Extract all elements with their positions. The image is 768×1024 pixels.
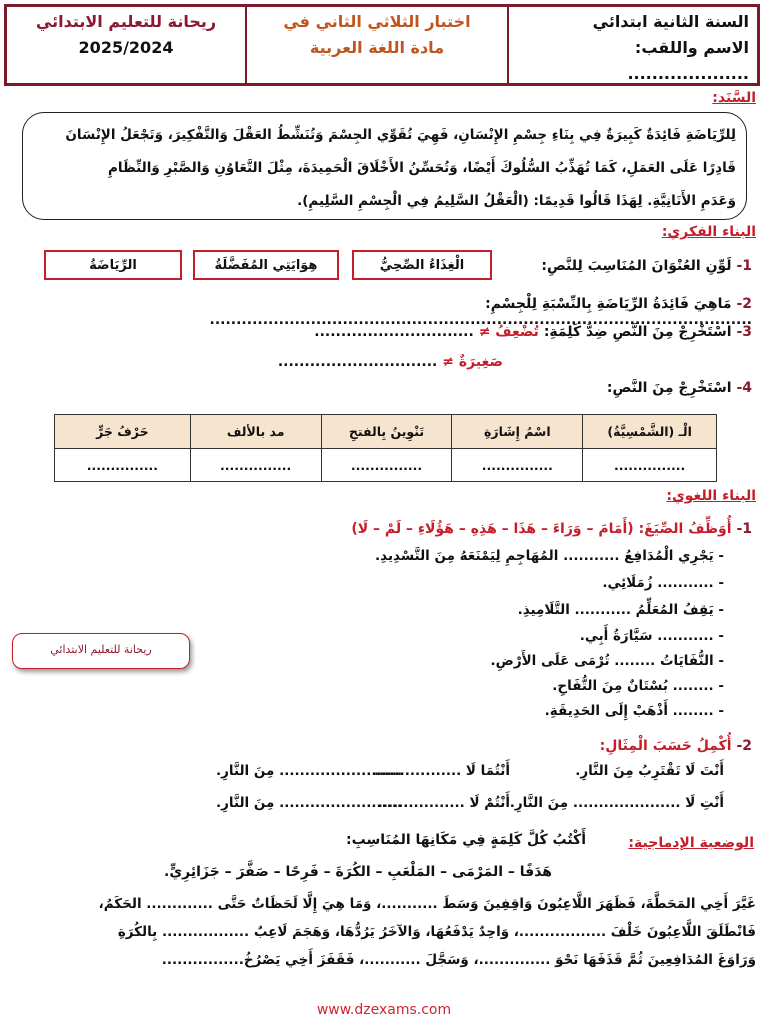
example-row-2-mid[interactable]: أَنْتُمْ لَا ................. [377, 795, 510, 811]
lughawi-q1-item-2: - ........... زُمَلَائِي. [602, 575, 724, 591]
integration-line-2[interactable]: فَانْطَلَقَ اللَّاعِبُونَ خَلْفَ .................، وَاحِدٌ يَدْفَعُهَا، وَالآخَرُ يَرُدُّهَا، وَهَجَمَ لَاعِبٌ ................. بِالكُرَةِ [117, 924, 756, 940]
lughawi-q1 [351, 521, 752, 537]
lughawi-q1-text: أُوَظِّفُ الصِّيَغَ: [638, 521, 732, 537]
bina-lughawi-title: البناء اللغوي: [666, 488, 756, 504]
fikri-q3-word-1: تُضْعِفُ ≠ [478, 324, 539, 340]
exam-title-line-2: مادة اللغة العربية [309, 38, 445, 57]
fikri-q3-answer-1[interactable]: .............................. [314, 324, 474, 340]
title-option-healthy-food[interactable]: الْغِذَاءُ الصِّحِيُّ [352, 250, 492, 280]
item-text[interactable]: ........ أَذْهَبْ إِلَى الحَدِيقَةِ. [544, 703, 714, 719]
fikri-q2-answer[interactable]: ...................................................................................................... [209, 312, 752, 328]
fikri-q4 [607, 380, 752, 396]
fikri-q3-answer-2[interactable]: .............................. [277, 354, 438, 370]
exam-title-line-1: اختبار الثلاثي الثاني في [283, 12, 471, 31]
extract-table-header-row [55, 415, 717, 449]
item-text[interactable]: يَجْرِي الْمُدَافِعُ ........... المُهَاجِمِ لِيَمْنَعَهُ مِنَ التَّسْدِيدِ. [375, 548, 714, 564]
header-demonstrative: اسْمُ إِشَارَةِ [452, 415, 583, 449]
item-text[interactable]: النُّفَايَاتُ ........ تُرْمَى عَلَى الأَرْضِ. [490, 653, 714, 669]
fikri-q3-second [278, 354, 503, 370]
lughawi-q1-item-6: - ........ بُسْتَانٌ مِنَ التُّفَاحِ. [552, 678, 724, 694]
integration-instruction: أَكْتُبُ كُلَّ كَلِمَةٍ فِي مَكَانِهَا المُنَاسِبِ: [346, 832, 586, 848]
lughawi-q2-num: 2- [736, 738, 752, 754]
extract-table-answer-row [55, 449, 717, 482]
fikri-q3-word-2: صَغِيرَةٌ ≠ [442, 354, 503, 370]
lughawi-q1-item-3: - يَقِفُ المُعَلِّمُ ........... التَّلَامِيذِ. [517, 602, 724, 618]
integration-title: الوضعية الإدماجية: [628, 835, 754, 851]
lughawi-q1-item-7: - ........ أَذْهَبْ إِلَى الحَدِيقَةِ. [544, 703, 724, 719]
lughawi-q1-item-1: - يَجْرِي الْمُدَافِعُ ........... المُهَاجِمِ لِيَمْنَعَهُ مِنَ التَّسْدِيدِ. [375, 548, 724, 564]
integration-line-3[interactable]: وَرَاوَغَ المُدَافِعِينَ ثُمَّ قَذَفَهَا نَحْوَ ..............، وَسَجَّلَ ...........، فَقَفَزَ أَخِي يَصْرُخُ................ [161, 952, 756, 968]
answer-cell[interactable]: ............... [583, 449, 717, 482]
fikri-q2-text: مَاهِيَ فَائِدَةُ الرِّيَاضَةِ بِالنِّسْبَةِ لِلْجِسْمِ: [485, 296, 732, 312]
exam-title [245, 7, 507, 83]
fikri-q2-num: 2- [736, 296, 752, 312]
example-row-1-mid[interactable]: أَنْتُمَا لَا ................. [374, 763, 510, 779]
title-option-hobby[interactable]: هِوَايَتِي المُفَضَّلَةُ [193, 250, 339, 280]
fikri-q1-num: 1- [736, 258, 752, 274]
answer-cell[interactable]: ............... [321, 449, 452, 482]
lughawi-q1-item-4: - ........... سَيَّارَةُ أَبِي. [579, 628, 724, 644]
sanad-title: السَّنَد: [712, 90, 756, 106]
school-stamp: ريحانة للتعليم الابتدائي [12, 633, 190, 669]
example-row-2-left[interactable]: ........................ مِنَ النَّارِ. [216, 795, 403, 811]
fikri-q4-text: اسْتَخْرِجْ مِنَ النَّصِ: [606, 380, 732, 396]
level-label: السنة الثانية ابتدائي [592, 12, 749, 31]
item-text[interactable]: ........ بُسْتَانٌ مِنَ التُّفَاحِ. [552, 678, 714, 694]
fikri-q1-text: لَوِّنِ العُنْوَانَ المُنَاسِبَ لِلنَّصِ: [541, 258, 732, 274]
header-shamsiya: الْـ (الشَّمْسِيَّةُ) [583, 415, 717, 449]
sanad-text-box [22, 112, 747, 220]
fikri-q4-num: 4- [736, 380, 752, 396]
name-line[interactable]: الاسم واللقب: .................... [627, 38, 749, 83]
answer-cell[interactable]: ............... [190, 449, 321, 482]
header-preposition: حَرْفُ جَرٍّ [55, 415, 191, 449]
answer-cell[interactable]: ............... [452, 449, 583, 482]
sanad-line-1: لِلرِّيَاضَةِ فَائِدَةٌ كَبِيرَةٌ فِي بِنَاءِ جِسْمِ الإِنْسَانِ، فَهِيَ تُقَوِّي الجِسْمَ وَتُنَشِّطُ العَقْلَ وَالتَّفْكِيرَ، وَتَجْعَلُ الإِنْسَانَ [65, 127, 736, 143]
item-text[interactable]: ........... زُمَلَائِي. [602, 575, 714, 591]
lughawi-q1-num: 1- [736, 521, 752, 537]
school-year: 2025/2024 [78, 38, 174, 57]
bina-fikri-title: البناء الفكري: [661, 224, 756, 240]
item-text[interactable]: يَقِفُ المُعَلِّمُ ........... التَّلَامِيذِ. [517, 602, 714, 618]
example-row-1-right: أَنْتَ لَا تَقْتَرِبُ مِنَ النَّارِ. [575, 763, 724, 779]
header-frame [4, 4, 760, 86]
integration-words: هَدَفًا – المَرْمَى – المَلْعَبِ – الكُرَةَ – فَرِحًا – صَفَّرَ – جَزَائِرِيٍّ. [164, 864, 552, 880]
header-tanween-fath: تَنْوِينُ بِالفتحِ [321, 415, 452, 449]
lughawi-q1-item-5: - النُّفَايَاتُ ........ تُرْمَى عَلَى الأَرْضِ. [490, 653, 724, 669]
fikri-q3 [314, 324, 752, 340]
item-text[interactable]: ........... سَيَّارَةُ أَبِي. [579, 628, 714, 644]
fikri-q3-num: 3- [736, 324, 752, 340]
example-row-1-left[interactable]: ........................ مِنَ النَّارِ. [216, 763, 403, 779]
footer-url[interactable]: www.dzexams.com [316, 1002, 452, 1018]
extract-table [54, 414, 717, 482]
student-info [507, 7, 757, 83]
integration-line-1[interactable]: غَيَّرَ أَخِي المَحَطَّةَ، فَظَهَرَ اللَّاعِبُونَ وَاقِفِينَ وَسَطَ ...........، وَمَا هِيَ إِلَّا لَحَظَاتٌ حَتَّى ............. الحَكَمُ، [98, 896, 756, 912]
lughawi-q2-text: أُكْمِلُ حَسَبَ الْمِثَالِ: [599, 738, 732, 754]
fikri-q3-text: اسْتَخْرِجْ مِنَ النَّصِ ضِدَّ كَلِمَةِ: [543, 324, 732, 340]
answer-cell[interactable]: ............... [55, 449, 191, 482]
fikri-q1 [541, 258, 752, 274]
lughawi-q2 [600, 738, 752, 754]
sanad-line-3: وَعَدَمِ الأَنَانِيَّةِ. لِهَذَا قَالُوا قَدِيمًا: (الْعَقْلُ السَّلِيمُ فِي الْجِسْمِ السَّلِيمِ). [297, 193, 736, 209]
title-option-sport[interactable]: الرِّيَاضَةُ [44, 250, 182, 280]
header-madd-alif: مد بالألف [190, 415, 321, 449]
lughawi-q1-words: (أَمَامَ – وَرَاءَ – هَذَا – هَذِهِ – هَؤُلَاءِ – لَمْ – لَا) [351, 521, 634, 537]
sanad-line-2: قَادِرًا عَلَى العَمَلِ، كَمَا تُهَذِّبُ السُّلُوكَ أَيْضًا، وَتُحَسِّنُ الأَخْلَاقَ الْحَمِيدَةَ، مِثْلَ التَّعَاوُنِ وَالصَّبْرِ وَالنِّظَامِ [108, 160, 736, 176]
example-row-2-right[interactable]: أَنْتِ لَا ..................... مِنَ النَّارِ. [509, 795, 724, 811]
school-info [7, 7, 245, 83]
school-name: ريحانة للتعليم الابتدائي [35, 12, 217, 31]
